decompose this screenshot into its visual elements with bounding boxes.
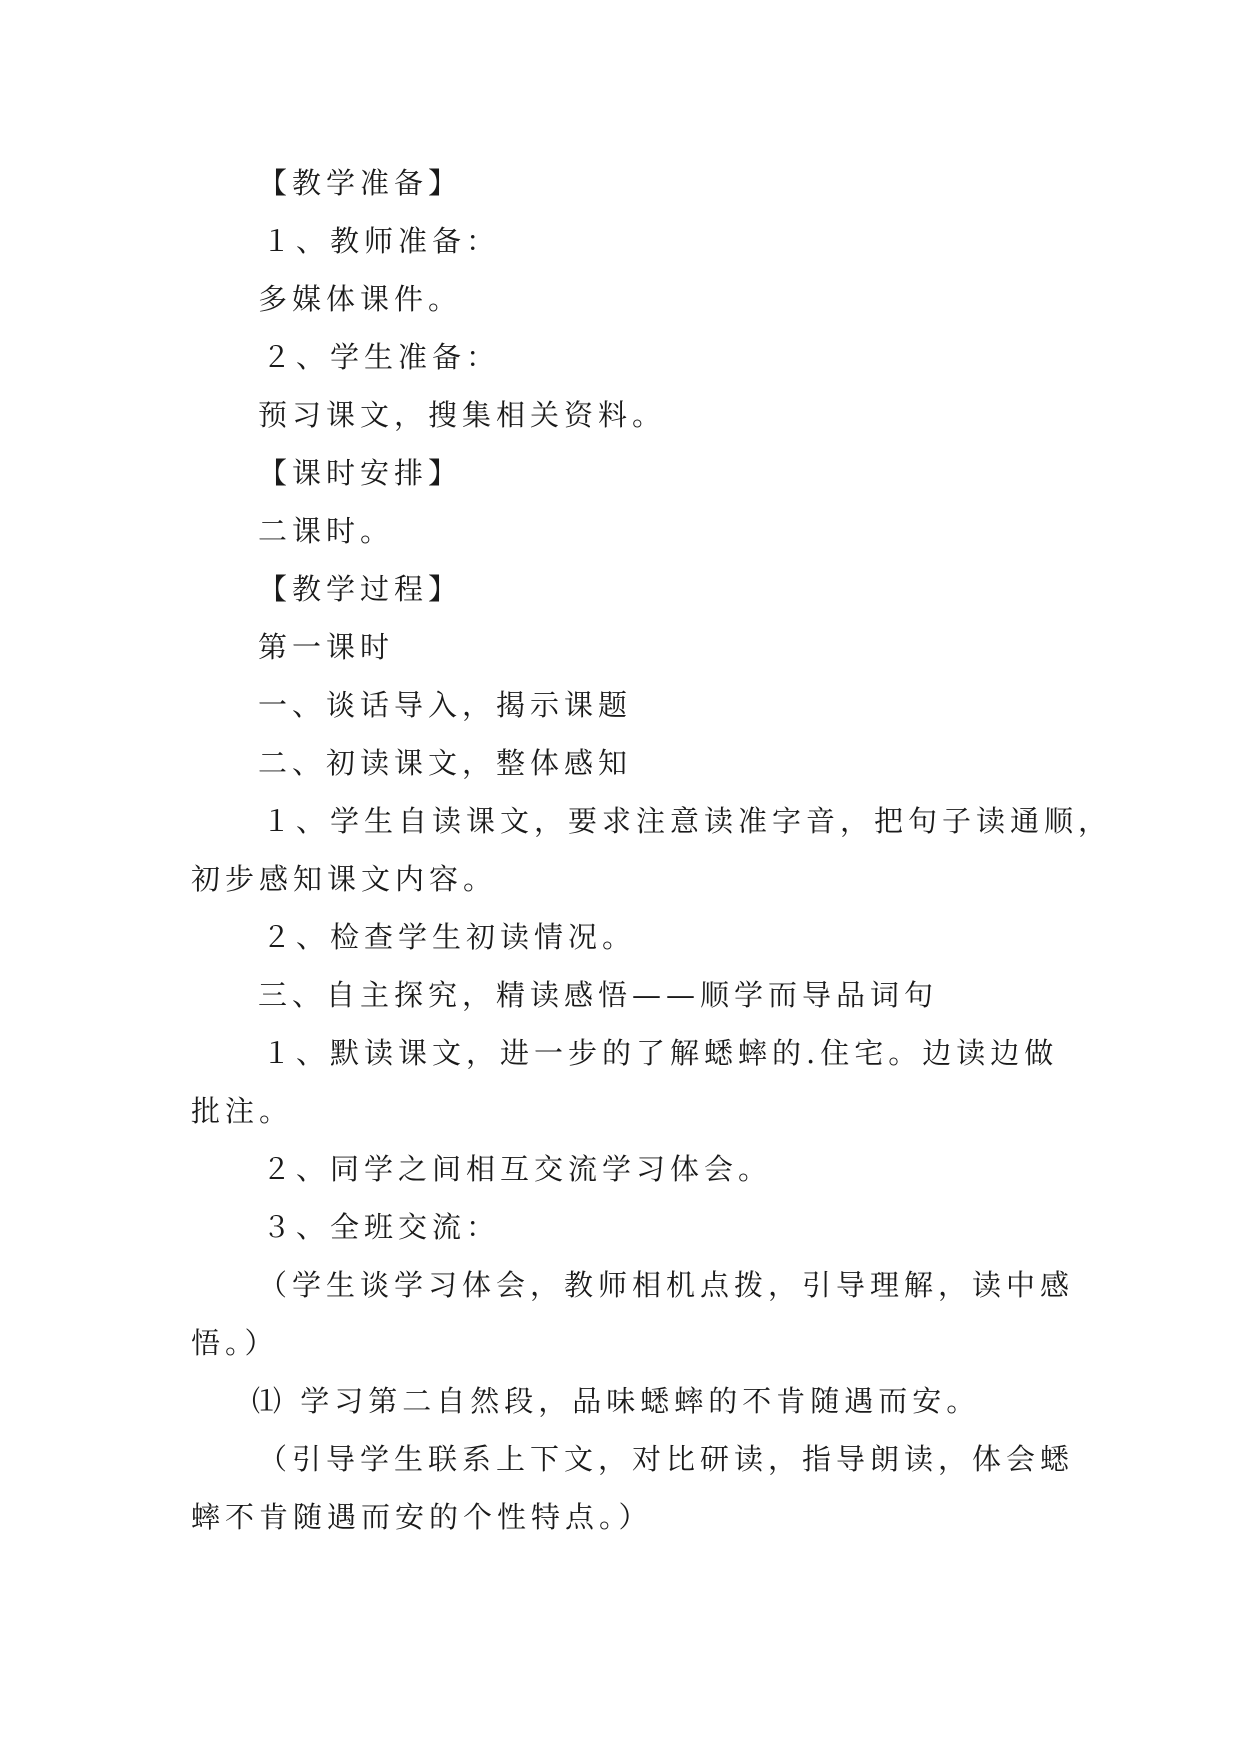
section-one-heading: 一、谈话导入，揭示课题 bbox=[258, 688, 633, 722]
guidance-note-continued: 蟀不肯随遇而安的个性特点。） bbox=[191, 1500, 653, 1534]
lesson-one-title: 第一课时 bbox=[258, 630, 395, 664]
guidance-note: （引导学生联系上下文，对比研读，指导朗读，体会蟋 bbox=[258, 1442, 1075, 1476]
section-three-heading: 三、自主探究，精读感悟——顺学而导品词句 bbox=[258, 978, 939, 1012]
heading-teaching-process: 【教学过程】 bbox=[258, 572, 463, 606]
heading-teaching-preparation: 【教学准备】 bbox=[258, 166, 463, 200]
section-three-item-2: ２、同学之间相互交流学习体会。 bbox=[262, 1152, 773, 1186]
heading-class-schedule: 【课时安排】 bbox=[258, 456, 463, 490]
student-preparation-text: 预习课文，搜集相关资料。 bbox=[258, 398, 667, 432]
student-preparation-item: ２、学生准备： bbox=[262, 340, 501, 374]
class-schedule-text: 二课时。 bbox=[258, 514, 395, 548]
section-three-item-1-continued: 批注。 bbox=[191, 1094, 294, 1128]
section-two-item-1-continued: 初步感知课文内容。 bbox=[191, 862, 498, 896]
section-two-item-2: ２、检查学生初读情况。 bbox=[262, 920, 637, 954]
class-exchange-note: （学生谈学习体会，教师相机点拨，引导理解，读中感 bbox=[258, 1268, 1075, 1302]
section-two-item-1: １、学生自读课文，要求注意读准字音，把句子读通顺， bbox=[262, 804, 1113, 838]
section-two-heading: 二、初读课文，整体感知 bbox=[258, 746, 633, 780]
section-three-item-3: ３、全班交流： bbox=[262, 1210, 501, 1244]
class-exchange-note-continued: 悟。） bbox=[191, 1326, 279, 1360]
section-three-item-1: １、默读课文，进一步的了解蟋蟀的.住宅。边读边做 bbox=[262, 1036, 1059, 1070]
teacher-preparation-item: １、教师准备： bbox=[262, 224, 501, 258]
sub-item-paragraph-two: ⑴ 学习第二自然段，品味蟋蟀的不肯随遇而安。 bbox=[252, 1384, 981, 1418]
teacher-preparation-text: 多媒体课件。 bbox=[258, 282, 463, 316]
